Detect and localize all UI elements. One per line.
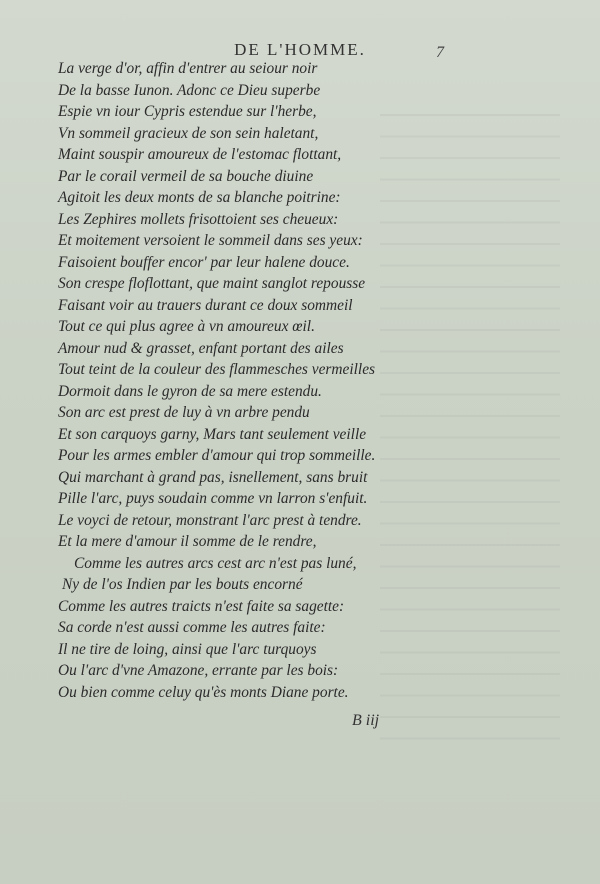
poem-line: Vn sommeil gracieux de son sein haletant, — [58, 124, 319, 142]
page-number: 7 — [436, 44, 444, 61]
signature-mark: B iij — [352, 712, 380, 729]
poem-line: Son crespe floflottant, que maint sanglot repousse — [58, 275, 366, 292]
poem-line: Par le corail vermeil de sa bouche diuine — [58, 167, 314, 185]
poem-line: Le voyci de retour, monstrant l'arc prest à tendre. — [58, 511, 362, 529]
poem-line: Et son carquoys garny, Mars tant seulement veille — [58, 425, 367, 443]
poem-line: De la basse Iunon. Adonc ce Dieu superbe — [58, 81, 321, 99]
poem-line: Sa corde n'est aussi comme les autres faite: — [58, 619, 326, 636]
poem-line: Maint souspir amoureux de l'estomac flottant, — [58, 146, 342, 163]
poem-line: Son arc est prest de luy à vn arbre pendu — [58, 404, 310, 421]
poem-line: Ou bien comme celuy qu'ès monts Diane porte. — [58, 683, 349, 701]
poem-line: Et moitement versoient le sommeil dans ses yeux: — [58, 232, 363, 249]
poem-line: Il ne tire de loing, ainsi que l'arc turquoys — [58, 640, 317, 658]
poem-line: Et la mere d'amour il somme de le rendre, — [58, 533, 317, 550]
poem-line: Ou l'arc d'vne Amazone, errante par les bois: — [58, 662, 339, 679]
poem-line: Dormoit dans le gyron de sa mere estendu. — [58, 382, 322, 400]
poem-line: Comme les autres arcs cest arc n'est pas luné, — [74, 554, 357, 572]
poem-line: Amour nud & grasset, enfant portant des ailes — [58, 339, 344, 357]
poem-line: Pour les armes embler d'amour qui trop sommeille. — [58, 447, 376, 464]
poem-line: Agitoit les deux monts de sa blanche poitrine: — [58, 189, 341, 206]
poem-line: Faisoient bouffer encor' par leur halene douce. — [58, 253, 350, 271]
poem-line: Espie vn iour Cypris estendue sur l'herbe, — [58, 103, 317, 120]
poem-line: La verge d'or, affin d'entrer au seiour noir — [58, 60, 318, 77]
poem-line: Pille l'arc, puys soudain comme vn larron s'enfuit. — [58, 490, 368, 507]
poem-line: Qui marchant à grand pas, isnellement, sans bruit — [58, 468, 368, 486]
running-header: DE L'HOMME. — [234, 40, 366, 59]
poem-line: Comme les autres traicts n'est faite sa sagette: — [58, 597, 345, 615]
poem-line: Faisant voir au trauers durant ce doux sommeil — [58, 296, 353, 314]
poem-line: Tout ce qui plus agree à vn amoureux œil. — [58, 318, 315, 335]
poem-line: Tout teint de la couleur des flammesches vermeilles — [58, 361, 376, 378]
poem-line: Ny de l'os Indien par les bouts encorné — [62, 576, 303, 593]
poem-text — [58, 58, 388, 703]
bleed-through-shadow — [380, 100, 560, 740]
poem-line: Les Zephires mollets frisottoient ses cheueux: — [58, 210, 339, 228]
